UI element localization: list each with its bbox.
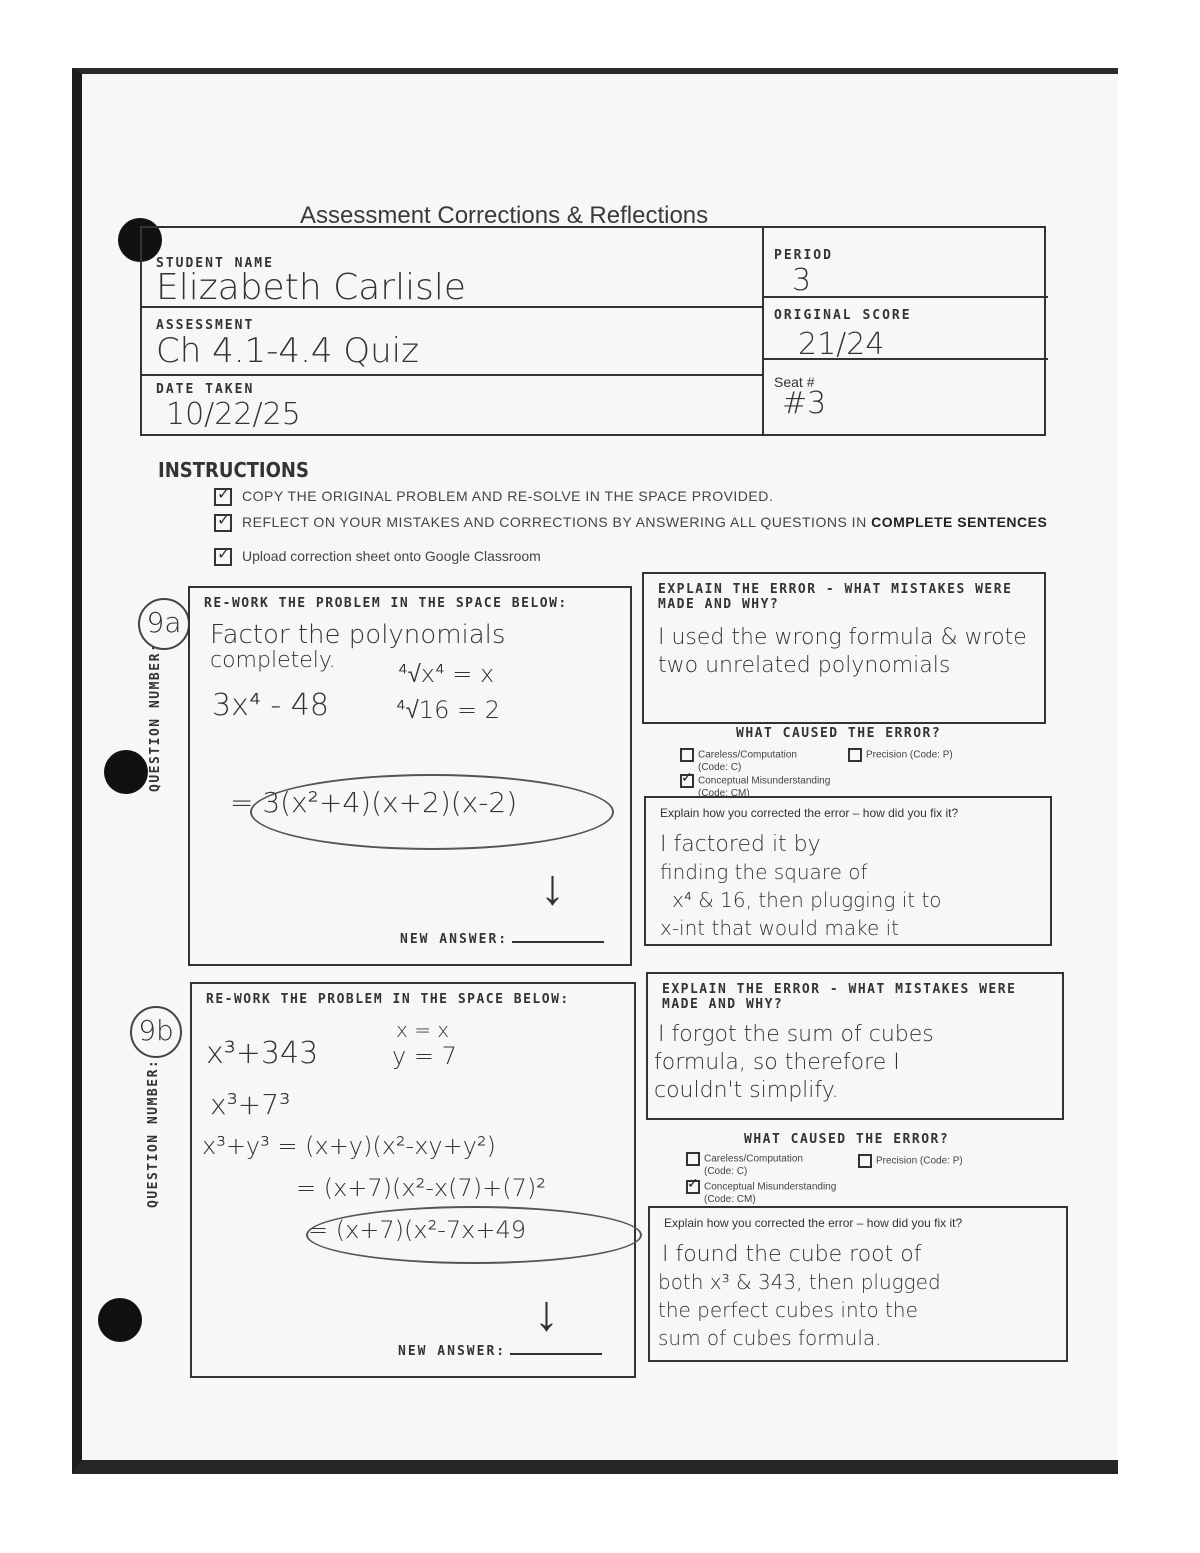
binder-hole-bottom bbox=[98, 1298, 142, 1342]
fix-line: x⁴ & 16, then plugging it to bbox=[672, 888, 942, 912]
explain-fix-box-1 bbox=[644, 796, 1052, 946]
checkbox-icon bbox=[214, 514, 232, 532]
conceptual-option[interactable]: ✓Conceptual Misunderstanding bbox=[686, 1180, 836, 1194]
instructions-heading: INSTRUCTIONS bbox=[158, 458, 309, 482]
date-taken-cell bbox=[156, 382, 301, 432]
work-line: ⁴√16 = 2 bbox=[396, 696, 500, 724]
work-line: 3x⁴ - 48 bbox=[212, 688, 329, 723]
work-line: x³+y³ = (x+y)(x²-xy+y²) bbox=[202, 1132, 496, 1160]
fix-line: both x³ & 343, then plugged bbox=[658, 1270, 941, 1294]
instruction-item-2: ✓REFLECT ON YOUR MISTAKES AND CORRECTIONS BY ANSWERING ALL QUESTIONS IN COMPLETE SENTENCES bbox=[214, 514, 1047, 532]
original-score-label: ORIGINAL SCORE bbox=[774, 308, 912, 323]
student-name-value: Elizabeth Carlisle bbox=[156, 267, 466, 308]
work-line: x³+343 bbox=[206, 1036, 319, 1071]
fix-line: sum of cubes formula. bbox=[658, 1326, 882, 1350]
answer-circle bbox=[250, 774, 614, 850]
student-name-label: STUDENT NAME bbox=[156, 256, 274, 271]
explain-error-box-2 bbox=[646, 972, 1064, 1120]
checkbox-icon bbox=[214, 488, 232, 506]
fix-line: the perfect cubes into the bbox=[658, 1298, 918, 1322]
date-taken-value: 10/22/25 bbox=[166, 397, 301, 432]
rework-heading: RE-WORK THE PROBLEM IN THE SPACE BELOW: bbox=[204, 596, 568, 611]
error-line: formula, so therefore I bbox=[654, 1050, 900, 1075]
careless-checkbox[interactable] bbox=[686, 1152, 700, 1166]
error-explanation: I used the wrong formula & wrote two unrelated polynomials bbox=[658, 625, 1027, 678]
student-name-cell bbox=[156, 256, 466, 308]
seat-value: #3 bbox=[782, 386, 827, 421]
new-answer: NEW ANSWER: bbox=[398, 1344, 602, 1359]
error-cause-2 bbox=[686, 1132, 1006, 1208]
conceptual-checkbox[interactable] bbox=[680, 774, 694, 788]
rework-heading: RE-WORK THE PROBLEM IN THE SPACE BELOW: bbox=[206, 992, 570, 1007]
conceptual-option[interactable]: ✓Conceptual Misunderstanding bbox=[680, 774, 830, 788]
instruction-item-1: ✓COPY THE ORIGINAL PROBLEM AND RE-SOLVE IN THE SPACE PROVIDED. bbox=[214, 488, 773, 506]
what-caused-heading: WHAT CAUSED THE ERROR? bbox=[744, 1132, 950, 1147]
careless-code: (Code: C) bbox=[698, 762, 742, 773]
original-score-cell bbox=[774, 308, 912, 362]
work-line: completely. bbox=[210, 648, 336, 673]
work-line: x³+7³ bbox=[210, 1088, 291, 1121]
explain-fix-heading: Explain how you corrected the error – how did you fix it? bbox=[660, 806, 959, 820]
conceptual-code: (Code: CM) bbox=[704, 1194, 756, 1205]
assessment-cell bbox=[156, 318, 419, 371]
work-line: ⁴√x⁴ = x bbox=[398, 660, 495, 688]
period-cell bbox=[774, 248, 833, 298]
explain-error-heading: EXPLAIN THE ERROR - WHAT MISTAKES WERE MADE AND WHY? bbox=[662, 982, 1017, 1012]
conceptual-checkbox[interactable] bbox=[686, 1180, 700, 1194]
new-answer: NEW ANSWER: bbox=[400, 932, 604, 947]
seat-cell bbox=[774, 374, 826, 421]
date-taken-label: DATE TAKEN bbox=[156, 382, 255, 397]
seat-label: Seat # bbox=[774, 374, 815, 390]
explain-fix-heading: Explain how you corrected the error – how did you fix it? bbox=[664, 1216, 963, 1230]
instruction-item-3: ✓Upload correction sheet onto Google Classroom bbox=[214, 548, 541, 566]
error-line: I forgot the sum of cubes bbox=[658, 1022, 934, 1047]
precision-option[interactable]: Precision (Code: P) bbox=[858, 1154, 963, 1168]
precision-checkbox[interactable] bbox=[858, 1154, 872, 1168]
fix-line: I found the cube root of bbox=[662, 1242, 922, 1267]
work-line: y = 7 bbox=[392, 1042, 457, 1070]
work-line: = (x+7)(x²-x(7)+(7)² bbox=[296, 1174, 546, 1202]
question-number-value: 9b bbox=[130, 1006, 182, 1058]
work-line: Factor the polynomials bbox=[210, 620, 506, 650]
precision-checkbox[interactable] bbox=[848, 748, 862, 762]
page-title: Assessment Corrections & Reflections bbox=[300, 202, 709, 229]
error-cause-1 bbox=[680, 726, 1000, 800]
work-line: = (x+7)(x²-7x+49 bbox=[308, 1216, 527, 1244]
answer-circle bbox=[306, 1206, 642, 1264]
period-value: 3 bbox=[792, 263, 812, 298]
what-caused-heading: WHAT CAUSED THE ERROR? bbox=[736, 726, 942, 741]
down-arrow-icon: ↓ bbox=[534, 1285, 559, 1341]
rework-box-1 bbox=[188, 586, 632, 966]
assessment-value: Ch 4.1-4.4 Quiz bbox=[156, 331, 419, 371]
explain-fix-box-2 bbox=[648, 1206, 1068, 1362]
explain-error-box-1 bbox=[642, 572, 1046, 724]
careless-option[interactable]: Careless/Computation bbox=[686, 1152, 803, 1166]
fix-line: x-int that would make it bbox=[660, 916, 900, 940]
question-number-label: QUESTION NUMBER: bbox=[146, 1058, 161, 1208]
careless-code: (Code: C) bbox=[704, 1166, 748, 1177]
conceptual-code: (Code: CM) bbox=[698, 788, 750, 799]
rework-box-2 bbox=[190, 982, 636, 1378]
checkbox-icon bbox=[214, 548, 232, 566]
fix-line: I factored it by bbox=[660, 832, 821, 857]
careless-option[interactable]: Careless/Computation bbox=[680, 748, 797, 762]
student-info-table bbox=[140, 226, 1046, 436]
work-line: = 3(x²+4)(x+2)(x-2) bbox=[230, 786, 518, 819]
fix-line: finding the square of bbox=[660, 860, 868, 884]
error-line: couldn't simplify. bbox=[654, 1078, 839, 1103]
work-line: x = x bbox=[396, 1018, 450, 1042]
explain-error-heading: EXPLAIN THE ERROR - WHAT MISTAKES WERE MADE AND WHY? bbox=[658, 582, 1013, 612]
binder-hole-middle bbox=[104, 750, 148, 794]
question-number-value: 9a bbox=[138, 598, 190, 650]
precision-option[interactable]: Precision (Code: P) bbox=[848, 748, 953, 762]
original-score-value: 21/24 bbox=[798, 327, 885, 362]
careless-checkbox[interactable] bbox=[680, 748, 694, 762]
question-number-label: QUESTION NUMBER: bbox=[148, 642, 163, 792]
down-arrow-icon: ↓ bbox=[540, 859, 565, 915]
period-label: PERIOD bbox=[774, 248, 833, 263]
assessment-label: ASSESSMENT bbox=[156, 318, 255, 333]
